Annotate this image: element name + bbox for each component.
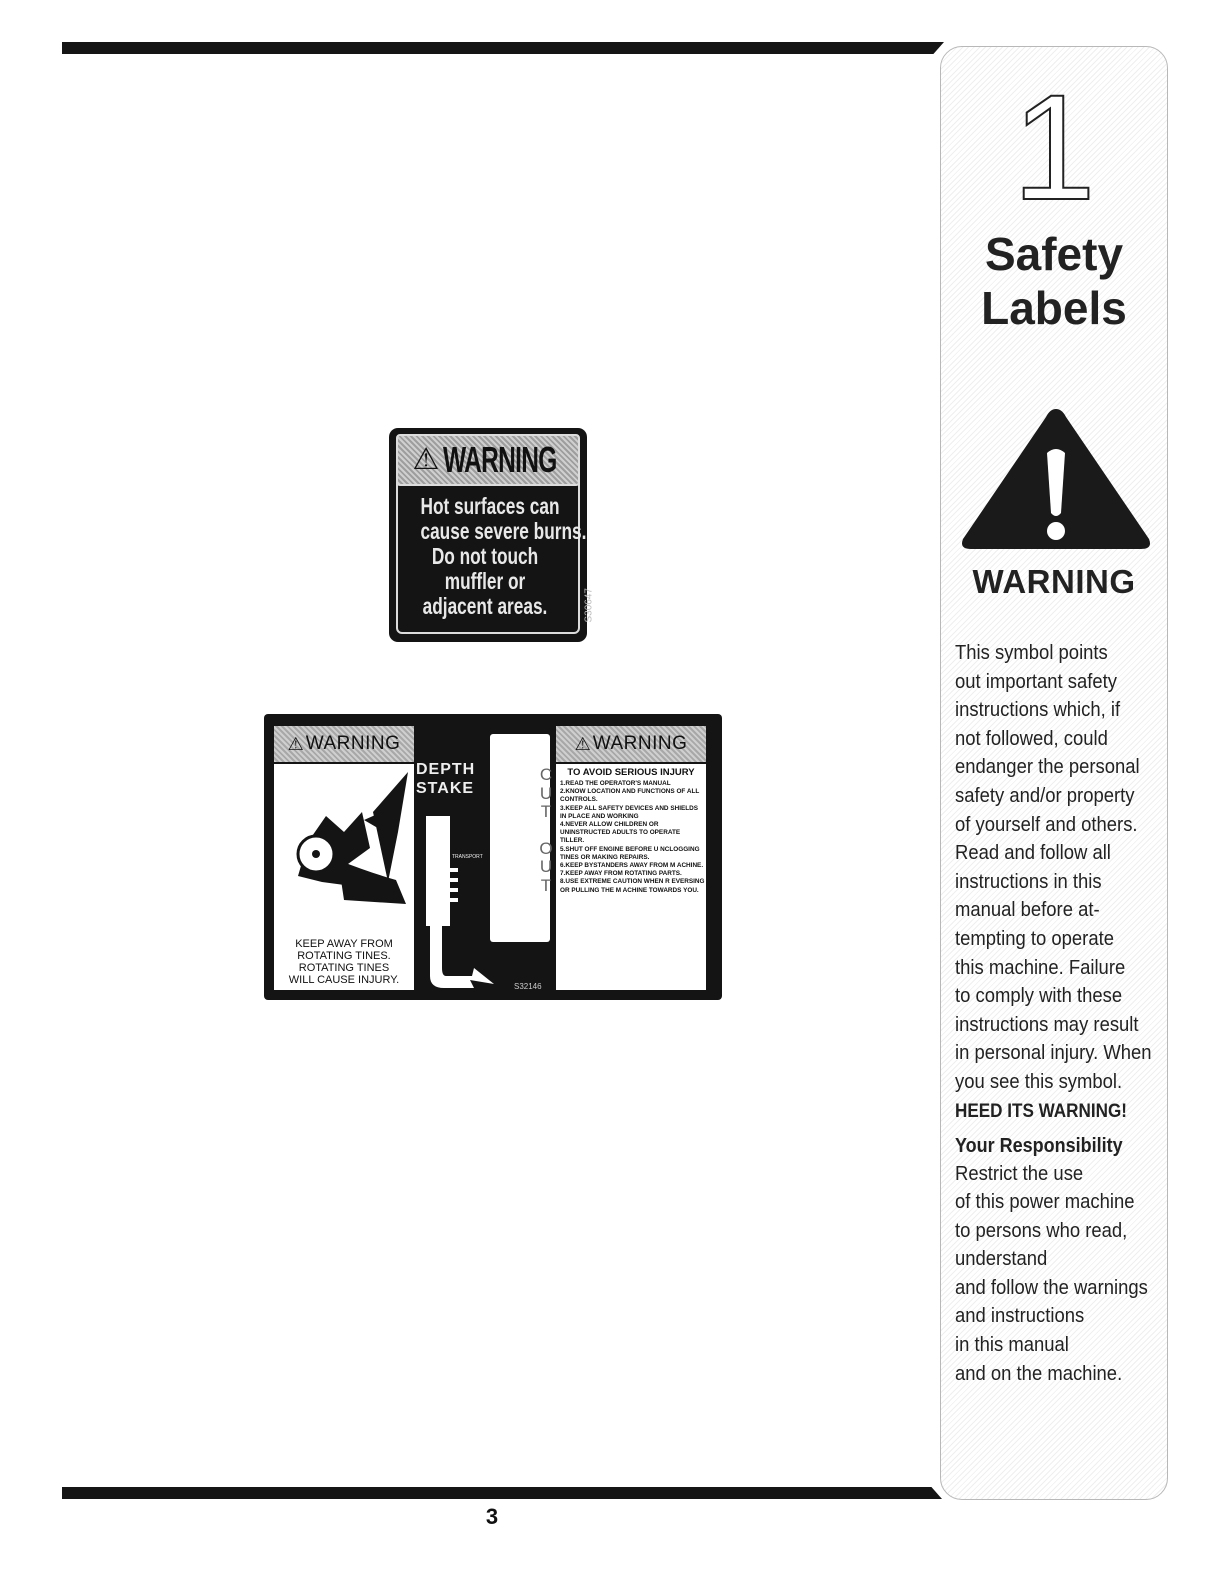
cutout-letter: C — [539, 765, 553, 784]
sidebar-line: and on the machine. — [955, 1361, 1123, 1385]
section-title-line: Labels — [981, 282, 1127, 334]
decal-warning-word: WARNING — [443, 439, 558, 480]
sidebar-line: This symbol points — [955, 641, 1108, 664]
decal-line: Do not touch — [431, 543, 539, 569]
depth-stake-section — [416, 760, 482, 993]
sidebar-line: to comply with these — [955, 984, 1123, 1008]
list-item: 4.NEVER ALLOW CHILDREN OR UNINSTRUCTED ADULTS TO OPERATE TILLER. — [560, 821, 681, 845]
tines-warning-caption — [274, 938, 414, 986]
panel-warning-header — [556, 726, 706, 764]
sidebar-line: manual before at- — [955, 898, 1100, 922]
heed-warning-text: HEED ITS WARNING! — [955, 1100, 1127, 1122]
rotating-tines-hazard-icon — [278, 772, 410, 912]
caption-line: WILL CAUSE INJURY. — [288, 974, 400, 986]
sidebar-line: instructions in this — [955, 869, 1102, 893]
chapter-number: 1 — [1012, 63, 1096, 231]
tines-warning-panel — [272, 724, 416, 992]
warning-triangle-icon: ⚠ — [574, 734, 591, 754]
sidebar-text — [955, 639, 1168, 1388]
sidebar-line: safety and/or property — [955, 783, 1135, 807]
sidebar-line: Restrict the use — [955, 1161, 1084, 1185]
top-rule — [62, 42, 944, 54]
list-item: 6.KEEP BYSTANDERS AWAY FROM M ACHINE. — [560, 862, 704, 870]
hot-surface-warning-decal — [389, 428, 594, 642]
sidebar-line: this machine. Failure — [955, 955, 1126, 979]
cutout-letter: O — [539, 838, 553, 858]
list-item: 5.SHUT OFF ENGINE BEFORE U NCLOGGING TINES OR MAKING REPAIRS. — [560, 845, 700, 861]
svg-text:TRANSPORT: TRANSPORT — [452, 854, 483, 860]
sidebar-warning-word: WARNING — [972, 563, 1136, 600]
sidebar-line: instructions which, if — [955, 698, 1121, 722]
cutout-letter: T — [540, 875, 552, 895]
section-title — [941, 227, 1167, 335]
list-item: 8.USE EXTREME CAUTION WHEN R EVERSING OR PULLING THE M ACHINE TOWARDS YOU. — [560, 878, 705, 894]
warning-triangle-icon: ⚠ — [287, 734, 304, 754]
sidebar-line: Read and follow all — [955, 841, 1111, 865]
decal-line: Hot surfaces can — [420, 493, 560, 519]
caption-line: ROTATING TINES. — [297, 950, 391, 962]
warning-triangle-icon: ⚠ — [412, 443, 440, 476]
panel-warning-word: WARNING — [592, 733, 688, 754]
section-title-line: Safety — [984, 228, 1124, 280]
depth-stake-title: STAKE — [416, 780, 475, 797]
sidebar-line: in this manual — [955, 1333, 1069, 1357]
avoid-injury-subtitle: TO AVOID SERIOUS INJURY — [567, 767, 695, 778]
avoid-injury-panel — [554, 724, 708, 992]
sidebar-line: tempting to operate — [955, 926, 1114, 950]
depth-stake-icon — [416, 798, 496, 988]
decal-part-code: S32146 — [514, 982, 542, 991]
decal-warning-header — [396, 434, 580, 486]
sidebar-line: of yourself and others. — [955, 812, 1138, 836]
sidebar-line: and instructions — [955, 1304, 1085, 1328]
sidebar-line: to persons who read, — [955, 1218, 1128, 1242]
responsibility-heading: Your Responsibility — [955, 1134, 1123, 1157]
decal-line: cause severe burns. — [420, 518, 587, 544]
cutout-letter: T — [540, 802, 552, 821]
bottom-rule — [62, 1487, 942, 1499]
decal-message — [399, 493, 587, 619]
sidebar-line: in personal injury. When — [955, 1041, 1152, 1065]
caption-line: ROTATING TINES — [298, 962, 390, 974]
warning-triangle-icon — [959, 403, 1153, 553]
sidebar-line: not followed, could — [955, 726, 1108, 750]
sidebar-line: out important safety — [955, 669, 1118, 693]
decal-part-code: S30647 — [583, 588, 594, 623]
panel-warning-header — [274, 726, 414, 764]
sidebar-line: instructions may result — [955, 1012, 1139, 1036]
safety-instruction-list — [556, 780, 706, 895]
depth-stake-title: DEPTH — [416, 761, 476, 778]
sidebar-line: understand — [955, 1247, 1048, 1271]
chapter-sidebar — [940, 46, 1168, 1500]
sidebar-line: endanger the personal — [955, 755, 1140, 779]
list-item: 2.KNOW LOCATION AND FUNCTIONS OF ALL CONTROLS. — [560, 788, 700, 804]
list-item: 3.KEEP ALL SAFETY DEVICES AND SHIELDS IN PLACE AND WORKING — [560, 804, 699, 820]
list-item: 7.KEEP AWAY FROM ROTATING PARTS. — [560, 870, 682, 878]
sidebar-line: and follow the warnings — [955, 1275, 1148, 1299]
sidebar-line: of this power machine — [955, 1190, 1135, 1214]
tiller-warning-decal — [264, 714, 722, 1000]
page-number: 3 — [485, 1504, 499, 1529]
panel-warning-word: WARNING — [305, 733, 401, 754]
decal-line: adjacent areas. — [422, 593, 548, 619]
cutout-letter: U — [539, 857, 553, 876]
cutout-letter: U — [539, 783, 553, 803]
list-item: 1.READ THE OPERATOR'S MANUAL — [560, 780, 671, 787]
decal-line: muffler or — [444, 568, 526, 594]
sidebar-line: you see this symbol. — [955, 1069, 1123, 1093]
caption-line: KEEP AWAY FROM — [295, 938, 393, 950]
